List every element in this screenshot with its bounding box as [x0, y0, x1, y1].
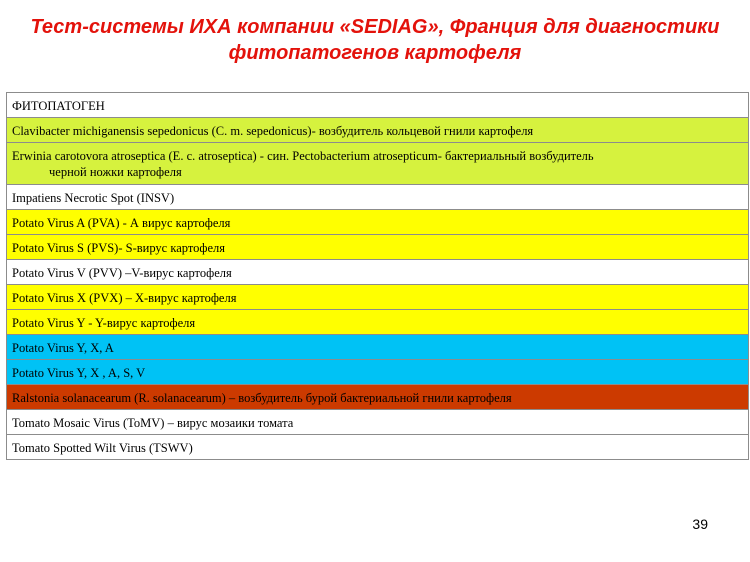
table-cell [7, 360, 749, 385]
table-header-text: ФИТОПАТОГЕН [12, 98, 105, 113]
table-cell-text: Potato Virus X (PVX) – X-вирус картофеля [12, 290, 237, 305]
table-cell-text: Potato Virus S (PVS)- S-вирус картофеля [12, 240, 226, 255]
table-cell-text: Potato Virus Y, X, A [12, 340, 114, 355]
table-cell-text: Potato Virus V (PVV) –V-вирус картофеля [12, 265, 232, 280]
slide-title-line-1: Тест-системы ИХА компании «SEDIAG», Франция для диагностики [30, 16, 720, 38]
table-row [7, 285, 749, 310]
table-cell [7, 143, 749, 185]
table-row [7, 185, 749, 210]
table-row [7, 143, 749, 185]
table-header-cell [7, 93, 749, 118]
table-cell-text: Tomato Mosaic Virus (ToMV) – вирус мозаики томата [12, 415, 294, 430]
table-header-row [7, 93, 749, 118]
table-cell [7, 210, 749, 235]
table-row [7, 435, 749, 460]
table-row [7, 335, 749, 360]
table-cell [7, 185, 749, 210]
slide-title [0, 14, 750, 66]
table-cell-text-continued: черной ножки картофеля [49, 165, 182, 179]
table-cell-text: Erwinia carotovora atroseptica (E. c. atroseptica) - син. Pectobacterium atrosepticum- бактериальный возбудитель [12, 149, 594, 163]
table-row [7, 235, 749, 260]
table-cell-text: Potato Virus Y - Y-вирус картофеля [12, 315, 196, 330]
table-row [7, 260, 749, 285]
table-cell-text: Potato Virus A (PVA) - А вирус картофеля [12, 215, 231, 230]
table-cell-text: Clavibacter michiganensis sepedonicus (C. m. sepedonicus)- возбудитель кольцевой гнили картофеля [12, 123, 534, 138]
table-cell-text: Impatiens Necrotic Spot (INSV) [12, 190, 175, 205]
page-number: 39 [692, 516, 708, 532]
table-row [7, 118, 749, 143]
table-row [7, 310, 749, 335]
table-cell [7, 235, 749, 260]
table-cell [7, 410, 749, 435]
table-cell-text: Potato Virus Y, X , A, S, V [12, 365, 146, 380]
table-row [7, 210, 749, 235]
table-cell [7, 118, 749, 143]
table-row [7, 360, 749, 385]
table-cell-text: Ralstonia solanacearum (R. solanacearum) – возбудитель бурой бактериальной гнили картофеля [12, 390, 512, 405]
table-cell [7, 435, 749, 460]
table-row [7, 385, 749, 410]
slide-title-line-2: фитопатогенов картофеля [228, 42, 522, 64]
pathogen-table [6, 92, 749, 460]
table-cell [7, 385, 749, 410]
table-cell [7, 285, 749, 310]
table-cell [7, 310, 749, 335]
table-cell [7, 260, 749, 285]
table-row [7, 410, 749, 435]
table-cell-text: Tomato Spotted Wilt Virus (TSWV) [12, 440, 193, 455]
table-cell [7, 335, 749, 360]
